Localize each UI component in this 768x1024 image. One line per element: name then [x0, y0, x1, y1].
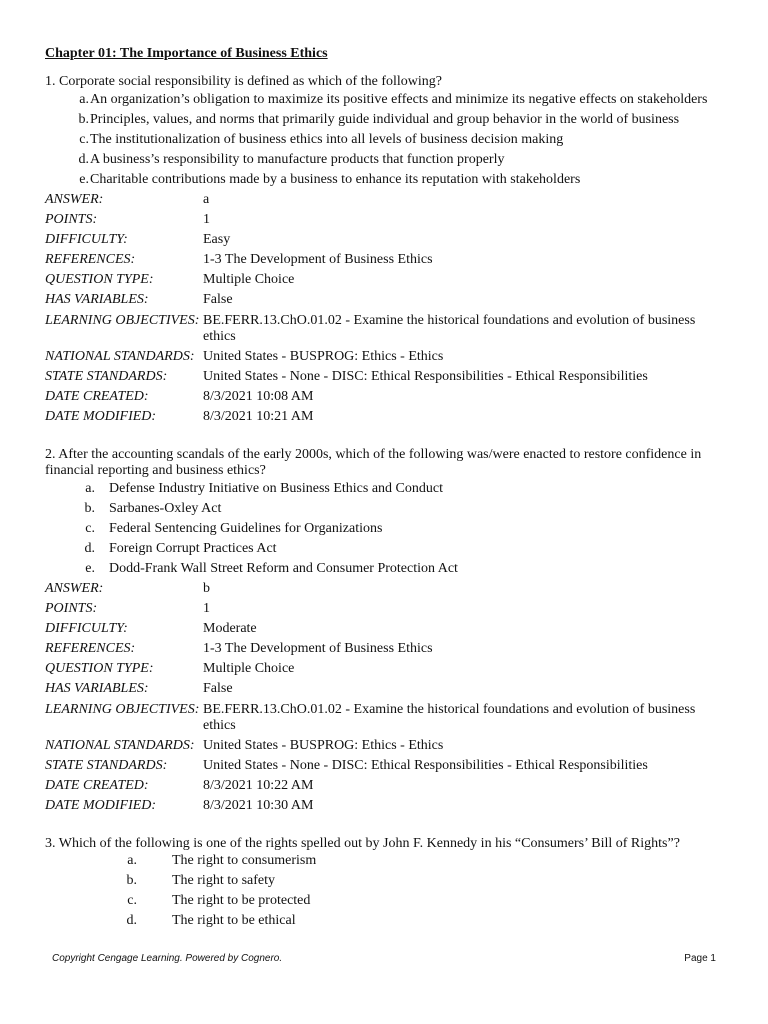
meta-key: ANSWER: [45, 580, 104, 596]
meta-row-state-standards [45, 369, 725, 386]
question-2 [45, 447, 725, 815]
meta-row-references [45, 252, 725, 269]
option-letter: a. [127, 853, 137, 868]
meta-key: QUESTION TYPE: [45, 272, 154, 288]
answer-option [45, 541, 725, 558]
option-text: The right to consumerism [172, 853, 317, 868]
meta-key: REFERENCES: [45, 252, 136, 268]
meta-value: b [203, 580, 210, 596]
meta-key: STATE STANDARDS: [45, 758, 168, 774]
meta-key: LEARNING OBJECTIVES: [45, 701, 200, 717]
meta-value: 8/3/2021 10:22 AM [203, 778, 314, 794]
meta-key: ANSWER: [45, 191, 104, 207]
option-text: Foreign Corrupt Practices Act [109, 540, 277, 556]
option-letter: b. [84, 500, 95, 516]
option-text: Charitable contributions made by a business to enhance its reputation with stakeholders [90, 171, 581, 187]
answer-option [45, 853, 725, 870]
option-letter: d. [78, 151, 89, 167]
meta-row-learning-objectives [45, 313, 725, 346]
option-letter: b. [126, 873, 137, 889]
meta-row-answer [45, 581, 725, 598]
option-letter: c. [79, 131, 89, 147]
meta-row-national-standards [45, 738, 725, 755]
meta-value: Moderate [203, 621, 257, 637]
meta-row-question-type [45, 661, 725, 678]
meta-value: Multiple Choice [203, 661, 295, 677]
meta-key: POINTS: [45, 601, 98, 617]
meta-key: NATIONAL STANDARDS: [45, 349, 195, 365]
option-text: Federal Sentencing Guidelines for Organizations [109, 520, 383, 536]
answer-option [45, 132, 725, 149]
option-letter: d. [84, 540, 95, 556]
meta-row-has-variables [45, 681, 725, 698]
page-number: Page 1 [684, 953, 716, 964]
meta-row-references [45, 641, 725, 658]
meta-value: 8/3/2021 10:21 AM [203, 409, 314, 425]
meta-value: a [203, 191, 210, 207]
option-text: An organization’s obligation to maximize its positive effects and minimize its negative effects on stakeholders [90, 91, 708, 107]
answer-option [45, 521, 725, 538]
meta-value: United States - BUSPROG: Ethics - Ethics [203, 738, 444, 754]
meta-row-date-created [45, 389, 725, 406]
answer-option [45, 172, 725, 189]
meta-key: DATE CREATED: [45, 778, 149, 794]
meta-value: 1 [203, 212, 210, 228]
option-text: The institutionalization of business ethics into all levels of business decision making [90, 131, 564, 147]
meta-value: 1-3 The Development of Business Ethics [203, 641, 433, 657]
meta-row-state-standards [45, 758, 725, 775]
answer-option [45, 893, 725, 910]
option-letter: c. [85, 520, 95, 536]
meta-value: United States - None - DISC: Ethical Responsibilities - Ethical Responsibilities [203, 369, 648, 385]
meta-row-date-modified [45, 409, 725, 426]
page-footer [52, 953, 716, 964]
meta-key: DIFFICULTY: [45, 232, 128, 248]
question-text: 1. Corporate social responsibility is defined as which of the following? [45, 74, 442, 89]
meta-key: POINTS: [45, 212, 98, 228]
meta-value: 1 [203, 601, 210, 617]
meta-row-answer [45, 192, 725, 209]
meta-row-national-standards [45, 349, 725, 366]
meta-row-difficulty [45, 621, 725, 638]
meta-key: DATE MODIFIED: [45, 409, 157, 425]
meta-row-date-modified [45, 798, 725, 815]
answer-option [45, 873, 725, 890]
answer-option [45, 913, 725, 930]
option-text: The right to be protected [172, 893, 311, 909]
meta-row-learning-objectives [45, 702, 725, 735]
answer-option [45, 152, 725, 169]
meta-key: DATE CREATED: [45, 389, 149, 405]
meta-value: United States - BUSPROG: Ethics - Ethics [203, 349, 444, 365]
chapter-title: Chapter 01: The Importance of Business Ethics [45, 46, 328, 61]
meta-row-points [45, 601, 725, 618]
spacer [45, 430, 725, 447]
option-letter: d. [126, 913, 137, 929]
question-1 [45, 74, 725, 426]
option-letter: c. [127, 893, 137, 909]
option-text: The right to be ethical [172, 913, 296, 929]
option-letter: e. [79, 171, 89, 187]
meta-key: DATE MODIFIED: [45, 798, 157, 814]
meta-value: Easy [203, 232, 231, 248]
option-letter: e. [85, 560, 95, 576]
answer-option [45, 481, 725, 498]
meta-value: 8/3/2021 10:30 AM [203, 798, 314, 814]
meta-value: False [203, 292, 233, 308]
meta-value: BE.FERR.13.ChO.01.02 - Examine the historical foundations and evolution of business ethics [203, 312, 696, 345]
meta-value: 8/3/2021 10:08 AM [203, 389, 314, 405]
option-letter: a. [85, 480, 95, 496]
meta-value: United States - None - DISC: Ethical Responsibilities - Ethical Responsibilities [203, 758, 648, 774]
meta-value: False [203, 681, 233, 697]
answer-option [45, 112, 725, 129]
meta-row-date-created [45, 778, 725, 795]
option-letter: b. [78, 111, 89, 127]
option-text: Principles, values, and norms that primarily guide individual and group behavior in the world of business [90, 111, 680, 127]
meta-key: NATIONAL STANDARDS: [45, 738, 195, 754]
spacer [45, 819, 725, 836]
meta-key: HAS VARIABLES: [45, 681, 149, 697]
meta-key: REFERENCES: [45, 641, 136, 657]
meta-row-question-type [45, 272, 725, 289]
option-letter: a. [79, 91, 89, 107]
meta-value: Multiple Choice [203, 272, 295, 288]
option-text: A business’s responsibility to manufacture products that function properly [90, 151, 505, 167]
answer-option [45, 92, 725, 109]
meta-key: HAS VARIABLES: [45, 292, 149, 308]
question-text: 3. Which of the following is one of the rights spelled out by John F. Kennedy in his “Consumers’ Bill of Rights”? [45, 835, 680, 851]
option-text: Sarbanes-Oxley Act [109, 500, 222, 516]
question-text: 2. After the accounting scandals of the early 2000s, which of the following was/were enacted to restore confidence in financial reporting and business ethics? [45, 446, 702, 478]
meta-value: 1-3 The Development of Business Ethics [203, 252, 433, 268]
meta-key: DIFFICULTY: [45, 621, 128, 637]
answer-option [45, 561, 725, 578]
meta-key: QUESTION TYPE: [45, 661, 154, 677]
option-text: The right to safety [172, 873, 276, 889]
question-3 [45, 836, 725, 930]
meta-value: BE.FERR.13.ChO.01.02 - Examine the historical foundations and evolution of business ethics [203, 701, 696, 734]
meta-row-points [45, 212, 725, 229]
answer-option [45, 501, 725, 518]
copyright-text: Copyright Cengage Learning. Powered by Cognero. [52, 953, 283, 964]
meta-key: STATE STANDARDS: [45, 369, 168, 385]
option-text: Defense Industry Initiative on Business Ethics and Conduct [109, 480, 443, 496]
meta-row-difficulty [45, 232, 725, 249]
meta-row-has-variables [45, 292, 725, 309]
meta-key: LEARNING OBJECTIVES: [45, 312, 200, 328]
option-text: Dodd-Frank Wall Street Reform and Consumer Protection Act [109, 560, 458, 576]
document-page [45, 45, 725, 933]
